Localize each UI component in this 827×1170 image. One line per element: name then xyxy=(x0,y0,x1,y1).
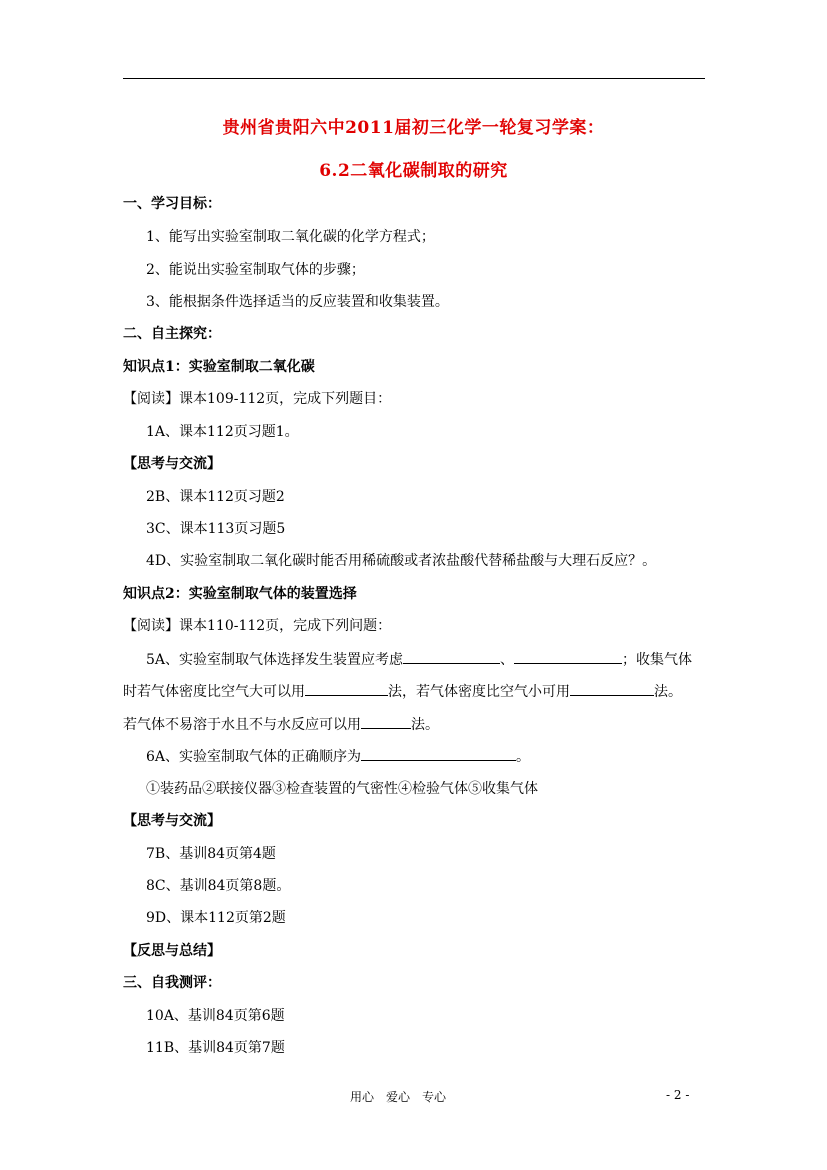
section-heading-explore: 二、自主探究： xyxy=(123,326,221,342)
knowledge-point-2-title: 知识点2：实验室制取气体的装置选择 xyxy=(123,586,357,602)
fill-blank[interactable] xyxy=(514,649,622,664)
think-discuss-2: 【思考与交流】 xyxy=(123,813,221,829)
q5-text-a: 5A、实验室制取气体选择发生装置应考虑 xyxy=(146,652,404,668)
question-6 xyxy=(146,746,530,767)
read-instruction-2: 【阅读】课本110-112页，完成下列问题： xyxy=(123,618,392,634)
q5-text-h: 法。 xyxy=(411,717,439,733)
doc-title: 贵州省贵阳六中2011届初三化学一轮复习学案： xyxy=(222,118,605,138)
section-heading-self-test: 三、自我测评： xyxy=(123,975,221,991)
q5-text-f: 法。 xyxy=(654,684,682,700)
q6-text-a: 6A、实验室制取气体的正确顺序为 xyxy=(146,749,362,765)
q6-text-b: 。 xyxy=(516,749,531,765)
q5-text-e: 法，若气体密度比空气小可用 xyxy=(388,684,570,700)
question-4: 4D、实验室制取二氧化碳时能否用稀硫酸或者浓盐酸代替稀盐酸与大理石反应？。 xyxy=(146,553,657,569)
section-heading-goals: 一、学习目标： xyxy=(123,196,221,212)
header-rule xyxy=(123,78,705,79)
fill-blank[interactable] xyxy=(305,681,388,696)
knowledge-point-1-title: 知识点1：实验室制取二氧化碳 xyxy=(123,359,315,375)
question-10: 10A、基训84页第6题 xyxy=(146,1008,285,1024)
page-number: - 2 - xyxy=(666,1088,690,1102)
question-11: 11B、基训84页第7题 xyxy=(146,1040,285,1056)
footer-motto: 用心 爱心 专心 xyxy=(350,1090,447,1104)
reflect-summary: 【反思与总结】 xyxy=(123,943,221,959)
question-5-line3 xyxy=(123,714,439,735)
question-5-line2 xyxy=(123,681,682,702)
fill-blank[interactable] xyxy=(361,746,516,761)
goal-item-2: 2、能说出实验室制取气体的步骤； xyxy=(146,262,365,278)
q5-text-g: 若气体不易溶于水且不与水反应可以用 xyxy=(123,717,361,733)
question-1: 1A、课本112页习题1。 xyxy=(146,424,299,440)
q5-text-c: ；收集气体 xyxy=(622,652,693,668)
question-5-line1 xyxy=(146,649,692,670)
question-2: 2B、课本112页习题2 xyxy=(146,489,285,505)
fill-blank[interactable] xyxy=(570,681,654,696)
question-6-options: ①装药品②联接仪器③检查装置的气密性④检验气体⑤收集气体 xyxy=(146,781,538,797)
q5-text-d: 时若气体密度比空气大可以用 xyxy=(123,684,305,700)
goal-item-1: 1、能写出实验室制取二氧化碳的化学方程式； xyxy=(146,229,435,245)
fill-blank[interactable] xyxy=(361,714,411,729)
question-8: 8C、基训84页第8题。 xyxy=(146,878,291,894)
question-3: 3C、课本113页习题5 xyxy=(146,521,286,537)
read-instruction-1: 【阅读】课本109-112页，完成下列题目： xyxy=(123,391,392,407)
question-9: 9D、课本112页第2题 xyxy=(146,910,286,926)
think-discuss-1: 【思考与交流】 xyxy=(123,456,221,472)
goal-item-3: 3、能根据条件选择适当的反应装置和收集装置。 xyxy=(146,294,449,310)
doc-subtitle: 6.2二氧化碳制取的研究 xyxy=(319,161,508,181)
question-7: 7B、基训84页第4题 xyxy=(146,846,276,862)
fill-blank[interactable] xyxy=(403,649,500,664)
q5-text-b: 、 xyxy=(500,652,515,668)
